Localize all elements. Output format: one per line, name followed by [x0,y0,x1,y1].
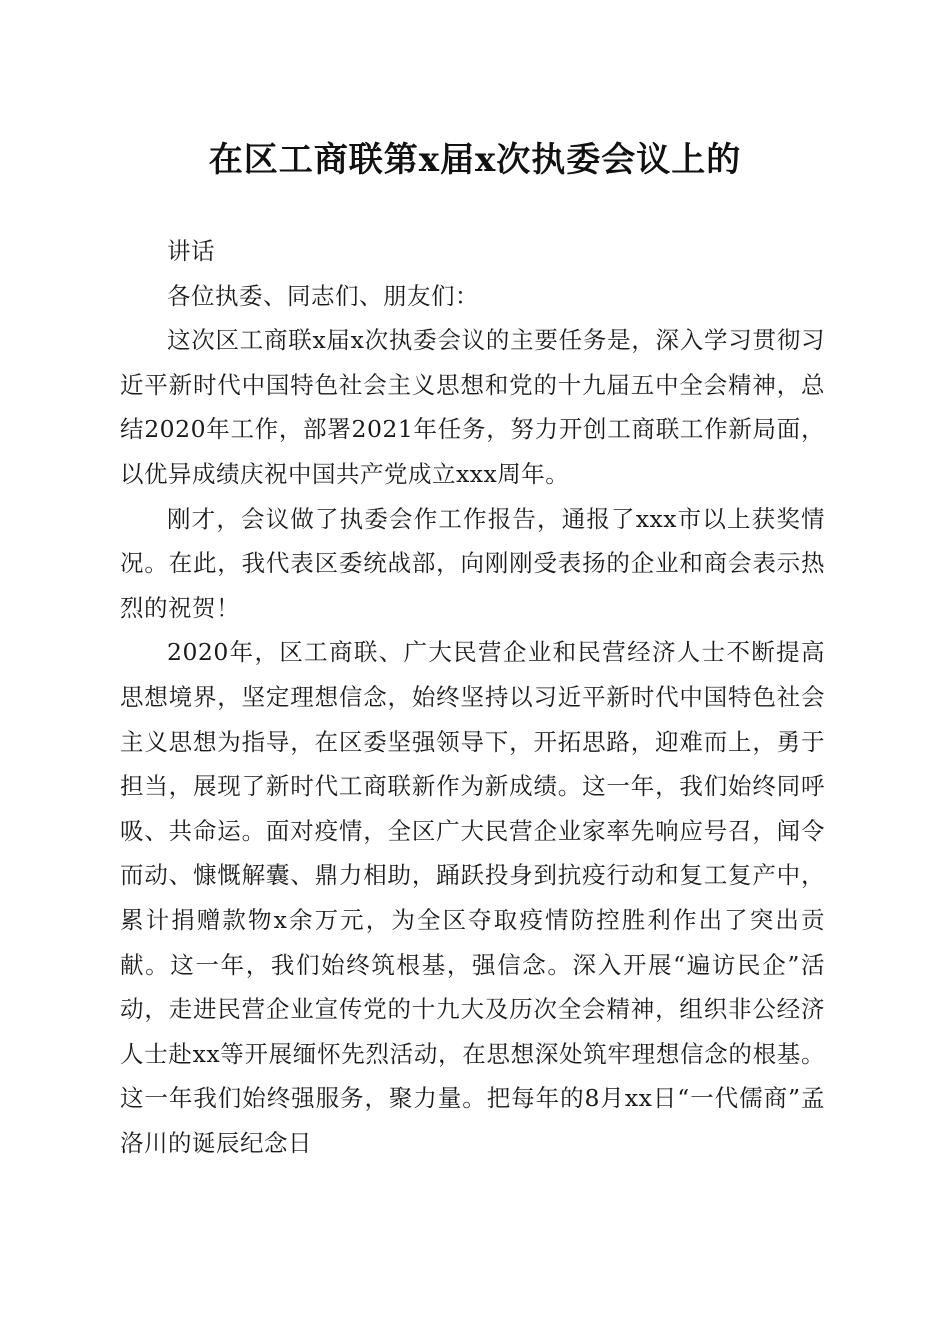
document-title: 在区工商联第x届x次执委会议上的 [208,140,742,180]
paragraph-congratulations: 刚才，会议做了执委会作工作报告，通报了xxx市以上获奖情况。在此，我代表区委统战部，向刚刚受表扬的企业和商会表示热烈的祝贺！ [120,504,825,622]
document-body [120,229,825,1165]
paragraph-meeting-task: 这次区工商联x届x次执委会议的主要任务是，深入学习贯彻习近平新时代中国特色社会主义思想和党的十九届五中全会精神，总结2020年工作，部署2021年任务，努力开创工商联工作新局面，以优异成绩庆祝中国共产党成立xxx周年。 [120,326,825,488]
paragraph-review-2020: 2020年，区工商联、广大民营企业和民营经济人士不断提高思想境界，坚定理想信念，始终坚持以习近平新时代中国特色社会主义思想为指导，在区委坚强领导下，开拓思路，迎难而上，勇于担当，展现了新时代工商联新作为新成绩。这一年，我们始终同呼吸、共命运。面对疫情，全区广大民营企业家率先响应号召，闻令而动、慷慨解囊、鼎力相助，踊跃投身到抗疫行动和复工复产中，累计捐赠款物x余万元，为全区夺取疫情防控胜利作出了突出贡献。这一年，我们始终筑根基，强信念。深入开展“遍访民企”活动，走进民营企业宣传党的十九大及历次全会精神，组织非公经济人士赴xx等开展缅怀先烈活动，在思想深处筑牢理想信念的根基。这一年我们始终强服务，聚力量。把每年的8月xx日“一代儒商”孟洛川的诞辰纪念日 [120,638,825,1157]
paragraph-speech-label: 讲话 [167,237,215,265]
paragraph-salutation: 各位执委、同志们、朋友们： [167,281,479,310]
